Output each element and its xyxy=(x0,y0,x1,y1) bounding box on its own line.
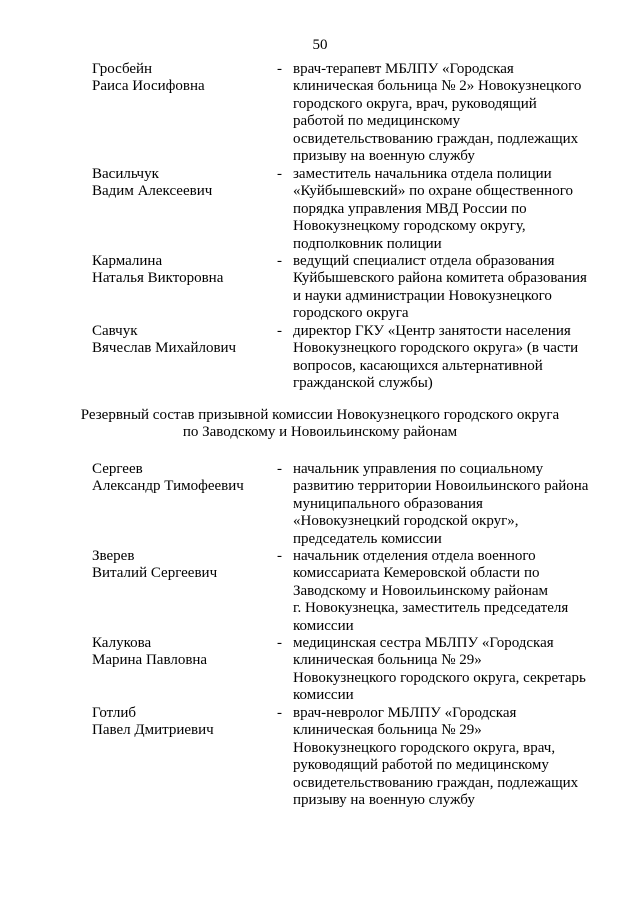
members-list-reserve xyxy=(0,461,640,810)
position-line: «Куйбышевский» по охране общественного xyxy=(293,183,573,200)
member-given-names: Вадим Алексеевич xyxy=(92,183,213,200)
position-line: ведущий специалист отдела образования xyxy=(293,253,555,269)
member-position xyxy=(293,323,613,393)
member-surname: Готлиб xyxy=(92,705,136,721)
member-given-names: Раиса Иосифовна xyxy=(92,78,205,95)
separator-dash: - xyxy=(277,705,282,721)
position-line: муниципального образования xyxy=(293,495,483,512)
position-line: руководящий работой по медицинскому xyxy=(293,757,549,774)
position-line: председатель комиссии xyxy=(293,530,442,547)
member-name xyxy=(92,323,272,358)
position-line: подполковник полиции xyxy=(293,235,442,252)
member-surname: Калукова xyxy=(92,635,152,651)
member-name xyxy=(92,461,272,496)
member-given-names: Александр Тимофеевич xyxy=(92,478,244,495)
position-line: призыву на военную службу xyxy=(293,148,475,165)
position-line: освидетельствованию граждан, подлежащих xyxy=(293,774,579,791)
position-line: медицинская сестра МБЛПУ «Городская xyxy=(293,635,554,651)
member-given-names: Вячеслав Михайлович xyxy=(92,340,237,357)
separator-dash: - xyxy=(277,635,282,651)
position-line: Новокузнецкому городскому округу, xyxy=(293,218,526,235)
position-line: «Новокузнецкий городской округ», xyxy=(293,513,519,530)
position-line: порядка управления МВД России по xyxy=(293,200,527,217)
member-surname: Гросбейн xyxy=(92,61,153,77)
page-number: 50 xyxy=(312,37,328,53)
position-line: начальник управления по социальному xyxy=(293,461,544,477)
position-line: врач-терапевт МБЛПУ «Городская xyxy=(293,61,514,77)
member-position xyxy=(293,461,613,548)
member-surname: Кармалина xyxy=(92,253,163,269)
separator-dash: - xyxy=(277,166,282,182)
member-position xyxy=(293,705,613,809)
position-line: клиническая больница № 29» xyxy=(293,652,482,669)
position-line: Новокузнецкого городского округа, врач, xyxy=(293,739,556,756)
position-line: гражданской службы) xyxy=(293,375,433,392)
member-given-names: Павел Дмитриевич xyxy=(92,722,214,739)
member-name xyxy=(92,166,272,201)
position-line: Новокузнецкого городского округа, секретарь xyxy=(293,669,586,686)
separator-dash: - xyxy=(277,548,282,564)
position-line: Куйбышевского района комитета образования xyxy=(293,270,587,287)
position-line: и науки администрации Новокузнецкого xyxy=(293,287,552,304)
position-line: врач-невролог МБЛПУ «Городская xyxy=(293,705,517,721)
position-line: комиссариата Кемеровской области по xyxy=(293,565,540,582)
separator-dash: - xyxy=(277,323,282,339)
member-name xyxy=(92,253,272,288)
members-list-top xyxy=(0,61,640,393)
member-entry-grosbein xyxy=(0,61,640,166)
position-line: клиническая больница № 2» Новокузнецкого xyxy=(293,78,582,95)
position-line: комиссии xyxy=(293,687,354,704)
member-position xyxy=(293,253,613,323)
position-line: Новокузнецкого городского округа» (в части xyxy=(293,340,579,357)
member-name xyxy=(92,705,272,740)
position-line: вопросов, касающихся альтернативной xyxy=(293,357,543,374)
position-line: развитию территории Новоильинского района xyxy=(293,478,589,495)
position-line: начальник отделения отдела военного xyxy=(293,548,536,564)
position-line: городского округа, врач, руководящий xyxy=(293,95,537,112)
member-entry-karmalina xyxy=(0,253,640,323)
heading-line: по Заводскому и Новоильинскому районам xyxy=(182,424,458,441)
member-entry-kalukova xyxy=(0,635,640,705)
position-line: освидетельствованию граждан, подлежащих xyxy=(293,130,579,147)
member-entry-zverev xyxy=(0,548,640,635)
member-given-names: Виталий Сергеевич xyxy=(92,565,218,582)
member-surname: Сергеев xyxy=(92,461,143,477)
position-line: директор ГКУ «Центр занятости населения xyxy=(293,323,571,339)
position-line: г. Новокузнецка, заместитель председателя xyxy=(293,600,569,617)
reserve-section-heading xyxy=(0,407,640,442)
separator-dash: - xyxy=(277,461,282,477)
position-line: клиническая больница № 29» xyxy=(293,722,482,739)
member-entry-gotlib xyxy=(0,705,640,810)
member-name xyxy=(92,548,272,583)
position-line: Заводскому и Новоильинскому районам xyxy=(293,582,548,599)
member-position xyxy=(293,61,613,165)
member-name xyxy=(92,61,272,96)
separator-dash: - xyxy=(277,61,282,77)
member-entry-sergeev xyxy=(0,461,640,548)
position-line: городского округа xyxy=(293,305,409,322)
position-line: призыву на военную службу xyxy=(293,792,475,809)
heading-line: Резервный состав призывной комиссии Новокузнецкого городского округа xyxy=(80,407,560,423)
member-name xyxy=(92,635,272,670)
member-entry-vasilchuk xyxy=(0,166,640,253)
member-given-names: Наталья Викторовна xyxy=(92,270,224,287)
position-line: комиссии xyxy=(293,617,354,634)
member-surname: Савчук xyxy=(92,323,138,339)
member-given-names: Марина Павловна xyxy=(92,652,208,669)
member-surname: Зверев xyxy=(92,548,135,564)
member-position xyxy=(293,548,613,635)
position-line: заместитель начальника отдела полиции xyxy=(293,166,552,182)
member-position xyxy=(293,166,613,253)
member-surname: Васильчук xyxy=(92,166,159,182)
position-line: работой по медицинскому xyxy=(293,113,461,130)
separator-dash: - xyxy=(277,253,282,269)
member-entry-savchuk xyxy=(0,323,640,393)
member-position xyxy=(293,635,613,705)
